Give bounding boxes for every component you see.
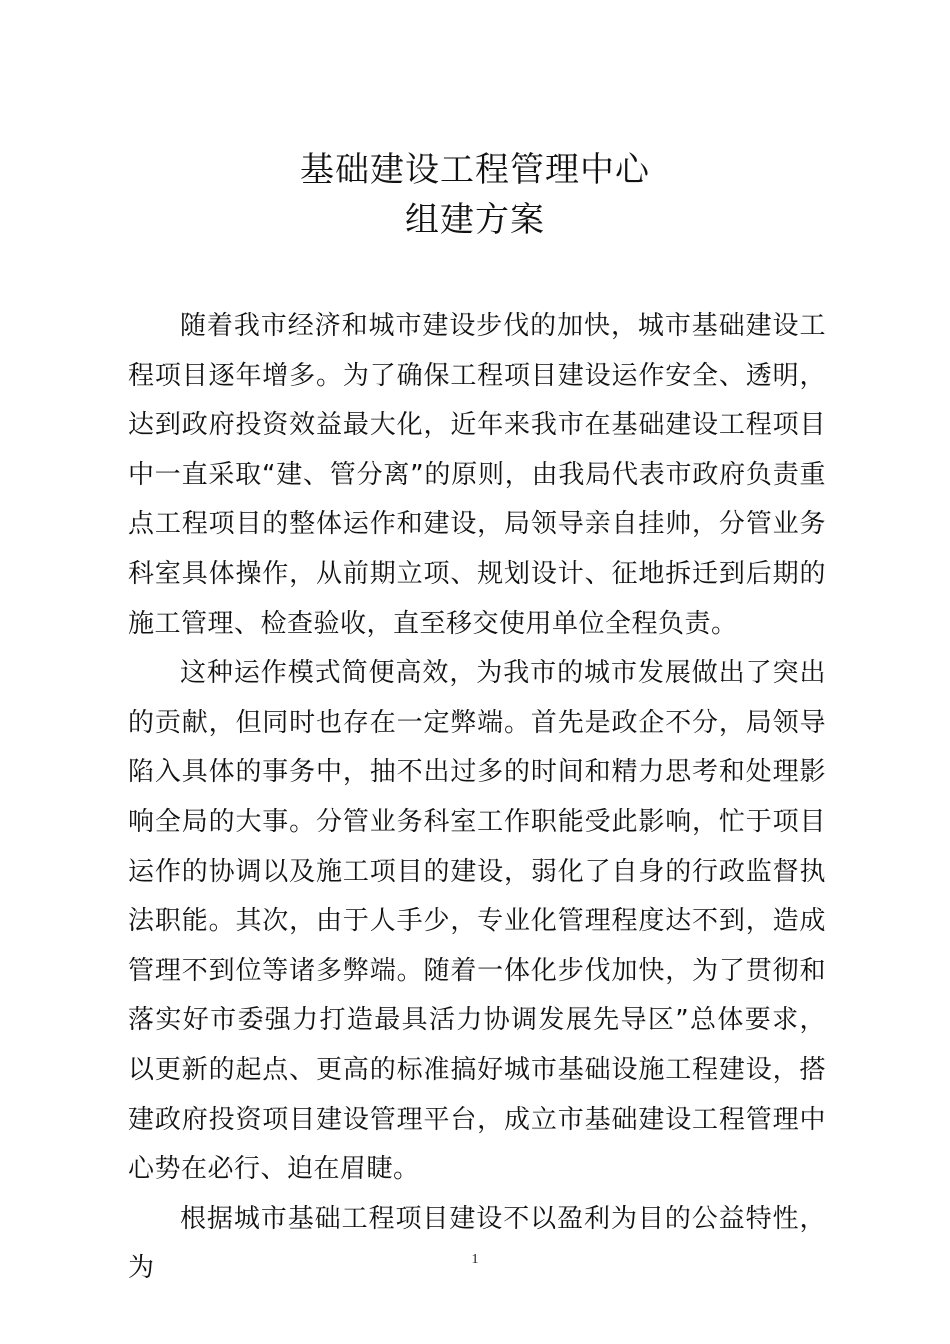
document-body bbox=[128, 302, 826, 1294]
paragraph-2: 这种运作模式简便高效，为我市的城市发展做出了突出的贡献，但同时也存在一定弊端。首先是政企不分，局领导陷入具体的事务中，抽不出过多的时间和精力思考和处理影响全局的大事。分管业务科室工作职能受此影响，忙于项目运作的协调以及施工项目的建设，弱化了自身的行政监督执法职能。其次，由于人手少，专业化管理程度达不到，造成管理不到位等诸多弊端。随着一体化步伐加快，为了贯彻和落实好市委强力打造最具活力协调发展先导区”总体要求，以更新的起点、更高的标准搞好城市基础设施工程建设，搭建政府投资项目建设管理平台，成立市基础建设工程管理中心势在必行、迫在眉睫。 bbox=[128, 658, 826, 1185]
page-number: 1 bbox=[471, 1252, 479, 1267]
paragraph-3: 根据城市基础工程项目建设不以盈利为目的公益特性，为 bbox=[128, 1203, 826, 1284]
paragraph-1: 随着我市经济和城市建设步伐的加快，城市基础建设工程项目逐年增多。为了确保工程项目建设运作安全、透明，达到政府投资效益最大化，近年来我市在基础建设工程项目中一直采取“建、管分离”的原则，由我局代表市政府负责重点工程项目的整体运作和建设，局领导亲自挂帅，分管业务科室具体操作，从前期立项、规划设计、征地拆迁到后期的施工管理、检查验收，直至移交使用单位全程负责。 bbox=[128, 311, 826, 639]
document-title-line-1: 基础建设工程管理中心 bbox=[300, 150, 650, 190]
document-title-line-2: 组建方案 bbox=[405, 200, 545, 240]
